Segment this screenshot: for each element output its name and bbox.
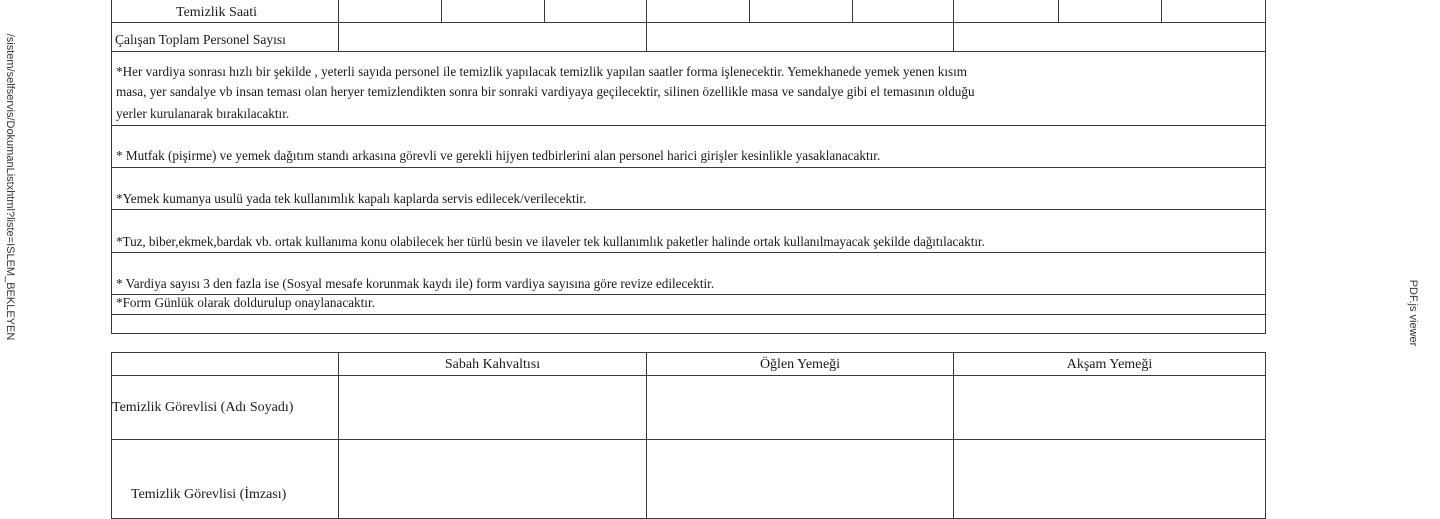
cleaner-signature-label-cell [111,439,339,519]
time-cell[interactable] [338,0,442,23]
note-divider [111,209,1266,210]
total-staff-label: Çalışan Toplam Personel Sayısı [115,32,286,47]
cleaning-time-label: Temizlik Saati [176,5,258,20]
cleaner-name-cell[interactable] [338,375,647,440]
viewer-title-text: PDF.js viewer [1407,279,1419,347]
note-line: yerler kurulanarak bırakılacaktır. [116,106,290,121]
time-cell[interactable] [1058,0,1162,23]
cleaner-name-cell[interactable] [953,375,1266,440]
time-cell[interactable] [1161,0,1266,23]
note-line: *Yemek kumanya usulü yada tek kullanımlık kapalı kaplarda servis edilecek/verilecektir. [116,191,587,206]
breakfast-header: Sabah Kahvaltısı [444,357,541,372]
staff-count-cell[interactable] [646,22,954,52]
note-divider [111,252,1266,253]
note-line: *Form Günlük olarak doldurulup onaylanacaktır. [116,295,375,310]
staff-count-cell[interactable] [338,22,647,52]
note-line: *Her vardiya sonrası hızlı bir şekilde , yeterli sayıda personel ile temizlik yapılacak temizlik yapılan saatler forma işlenecektir. Yemekhanede yemek yenen kısım [116,64,968,79]
cleaner-signature-cell[interactable] [338,439,647,519]
cleaner-signature-cell[interactable] [953,439,1266,519]
dinner-header: Akşam Yemeği [1066,357,1153,372]
note-divider [111,167,1266,168]
corner-header-cell [111,352,339,376]
note-line: * Vardiya sayısı 3 den fazla ise (Sosyal mesafe korunmak kaydı ile) form vardiya sayısına göre revize edilecektir. [116,276,715,291]
time-cell[interactable] [544,0,647,23]
time-cell[interactable] [646,0,750,23]
note-line: * Mutfak (pişirme) ve yemek dağıtım standı arkasına görevli ve gerekli hijyen tedbirlerini alan personel harici girişler kesinlikle yasaklanacaktır. [116,148,881,163]
note-divider [111,314,1266,315]
time-cell[interactable] [953,0,1059,23]
cleaner-signature-cell[interactable] [646,439,954,519]
cleaner-name-cell[interactable] [646,375,954,440]
time-cell[interactable] [852,0,954,23]
cleaner-name-label: Temizlik Görevlisi (Adı Soyadı) [112,400,294,415]
staff-count-cell[interactable] [953,22,1266,52]
time-cell[interactable] [441,0,545,23]
cleaner-signature-label: Temizlik Görevlisi (İmzası) [131,487,287,502]
note-line: *Tuz, biber,ekmek,bardak vb. ortak kullanıma konu olabilecek her türlü besin ve ilaveler tek kullanımlık paketler halinde ortak kullanılmayacak şekilde dağıtılacaktır. [116,234,985,249]
viewer-path-text: /sistem/selfservis/DokumanListxhtml?liste=ISLEM_BEKLEYEN [4,33,16,341]
note-line: masa, yer sandalye vb insan teması olan heryer temizlendikten sonra bir sonraki vardiyaya geçilecektir, silinen özellikle masa ve sandalye gibi el temasının olduğu [116,84,975,99]
note-divider [111,125,1266,126]
time-cell[interactable] [749,0,853,23]
lunch-header: Öğlen Yemeği [759,357,841,372]
